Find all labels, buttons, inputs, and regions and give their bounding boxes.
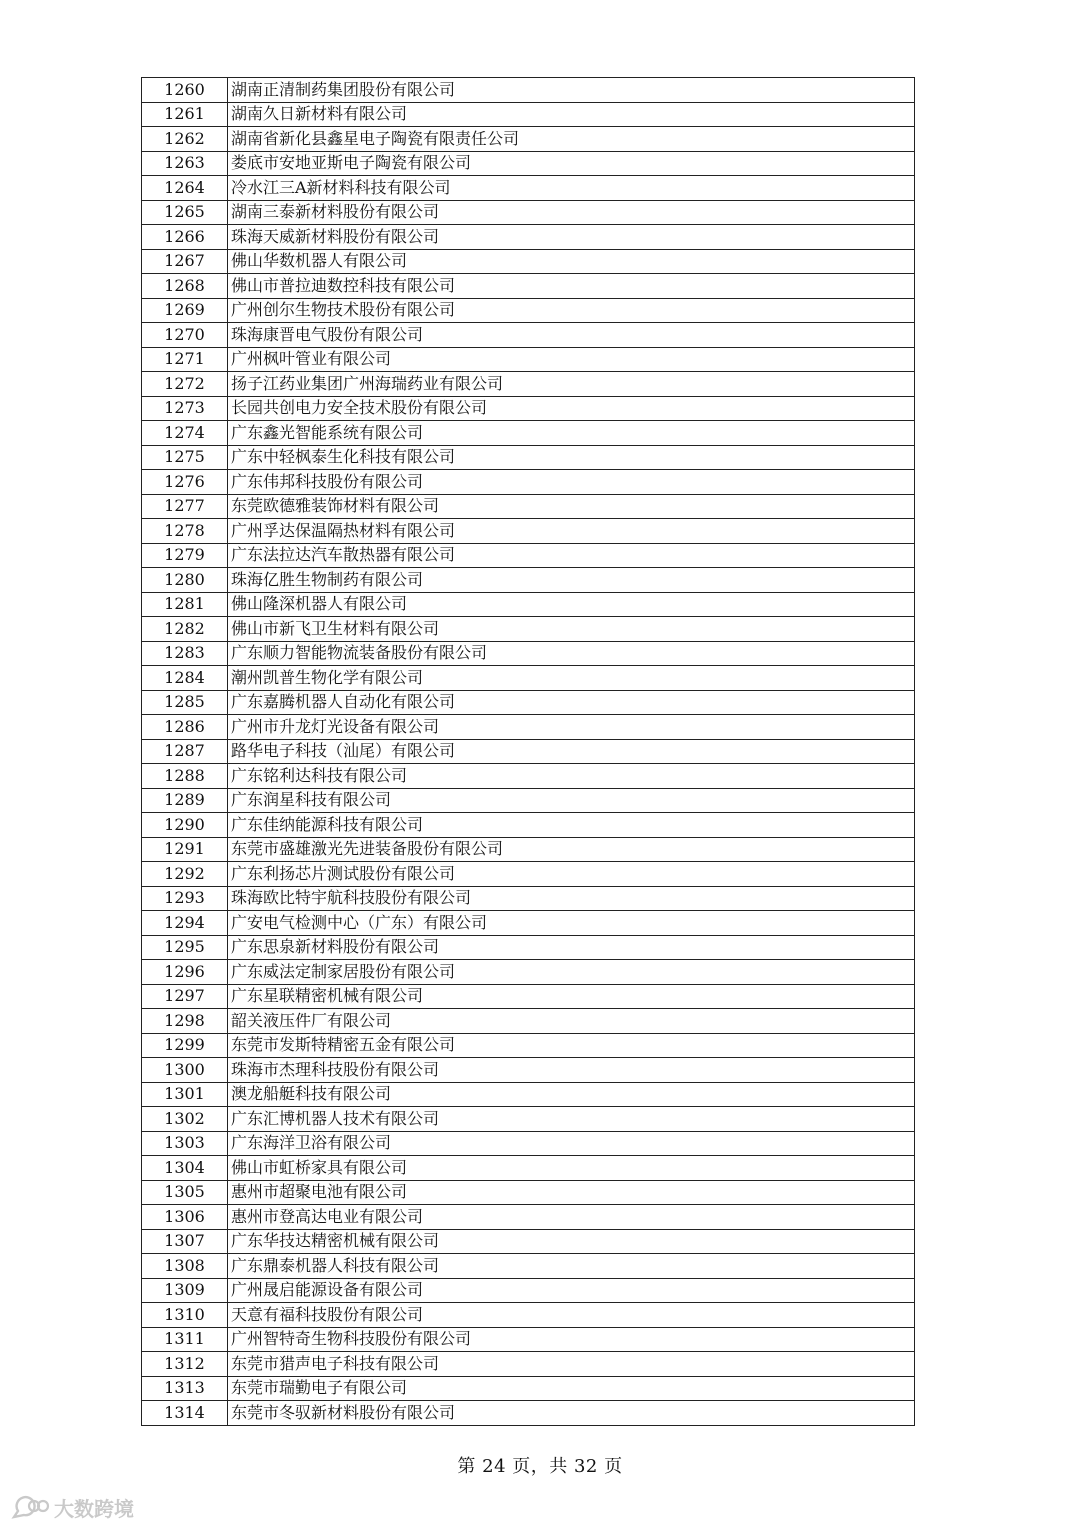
company-name: 东莞欧德雅装饰材料有限公司	[228, 494, 915, 519]
company-name: 湖南正清制药集团股份有限公司	[228, 78, 915, 103]
table-row	[142, 1107, 915, 1132]
row-number: 1265	[142, 200, 228, 225]
company-name: 路华电子科技（汕尾）有限公司	[228, 739, 915, 764]
company-name: 惠州市登高达电业有限公司	[228, 1205, 915, 1230]
row-number: 1308	[142, 1254, 228, 1279]
company-name: 广东中轻枫泰生化科技有限公司	[228, 445, 915, 470]
row-number: 1262	[142, 127, 228, 152]
row-number: 1312	[142, 1352, 228, 1377]
row-number: 1301	[142, 1082, 228, 1107]
company-name: 佛山市虹桥家具有限公司	[228, 1156, 915, 1181]
company-name: 珠海欧比特宇航科技股份有限公司	[228, 886, 915, 911]
table-row	[142, 935, 915, 960]
table-row	[142, 323, 915, 348]
watermark	[10, 1493, 134, 1522]
table-row	[142, 249, 915, 274]
row-number: 1267	[142, 249, 228, 274]
company-name: 佛山市普拉迪数控科技有限公司	[228, 274, 915, 299]
row-number: 1309	[142, 1278, 228, 1303]
row-number: 1282	[142, 617, 228, 642]
company-name: 东莞市猎声电子科技有限公司	[228, 1352, 915, 1377]
row-number: 1278	[142, 519, 228, 544]
row-number: 1302	[142, 1107, 228, 1132]
company-name: 广州枫叶管业有限公司	[228, 347, 915, 372]
table-row	[142, 1131, 915, 1156]
row-number: 1284	[142, 666, 228, 691]
watermark-text: 大数跨境	[54, 1497, 134, 1521]
page-number-footer: 第 24 页，共 32 页	[457, 1456, 623, 1477]
company-list-table	[141, 77, 915, 1426]
company-name: 广东鼎泰机器人科技有限公司	[228, 1254, 915, 1279]
table-row	[142, 1303, 915, 1328]
row-number: 1270	[142, 323, 228, 348]
row-number: 1297	[142, 984, 228, 1009]
row-number: 1310	[142, 1303, 228, 1328]
row-number: 1313	[142, 1376, 228, 1401]
company-name: 广州智特奇生物科技股份有限公司	[228, 1327, 915, 1352]
company-name: 东莞市冬驭新材料股份有限公司	[228, 1401, 915, 1426]
company-name: 广东润星科技有限公司	[228, 788, 915, 813]
row-number: 1279	[142, 543, 228, 568]
row-number: 1296	[142, 960, 228, 985]
company-name: 广州孚达保温隔热材料有限公司	[228, 519, 915, 544]
table-row	[142, 494, 915, 519]
company-name: 珠海天威新材料股份有限公司	[228, 225, 915, 250]
company-name: 佛山市新飞卫生材料有限公司	[228, 617, 915, 642]
row-number: 1275	[142, 445, 228, 470]
table-row	[142, 1278, 915, 1303]
company-name: 东莞市盛雄激光先进装备股份有限公司	[228, 837, 915, 862]
table-row	[142, 1082, 915, 1107]
table-row	[142, 1352, 915, 1377]
table-row	[142, 764, 915, 789]
table-row	[142, 1156, 915, 1181]
table-row	[142, 911, 915, 936]
table-row	[142, 519, 915, 544]
table-row	[142, 1033, 915, 1058]
row-number: 1303	[142, 1131, 228, 1156]
company-name: 广东伟邦科技股份有限公司	[228, 470, 915, 495]
row-number: 1269	[142, 298, 228, 323]
row-number: 1293	[142, 886, 228, 911]
company-name: 广东顺力智能物流装备股份有限公司	[228, 641, 915, 666]
row-number: 1281	[142, 592, 228, 617]
company-name: 佛山隆深机器人有限公司	[228, 592, 915, 617]
table-row	[142, 1376, 915, 1401]
company-name: 珠海市杰理科技股份有限公司	[228, 1058, 915, 1083]
table-row	[142, 984, 915, 1009]
table-row	[142, 1229, 915, 1254]
company-name: 长园共创电力安全技术股份有限公司	[228, 396, 915, 421]
company-name: 广东威法定制家居股份有限公司	[228, 960, 915, 985]
table-row	[142, 1009, 915, 1034]
company-name: 广州市升龙灯光设备有限公司	[228, 715, 915, 740]
company-name: 惠州市超聚电池有限公司	[228, 1180, 915, 1205]
table-row	[142, 274, 915, 299]
table-row	[142, 788, 915, 813]
company-name: 韶关液压件厂有限公司	[228, 1009, 915, 1034]
row-number: 1305	[142, 1180, 228, 1205]
table-row	[142, 568, 915, 593]
table-row	[142, 176, 915, 201]
company-name: 冷水江三A新材料科技有限公司	[228, 176, 915, 201]
table-row	[142, 470, 915, 495]
company-name: 珠海亿胜生物制药有限公司	[228, 568, 915, 593]
table-row	[142, 127, 915, 152]
company-name: 广东铭利达科技有限公司	[228, 764, 915, 789]
company-name: 广东海洋卫浴有限公司	[228, 1131, 915, 1156]
row-number: 1266	[142, 225, 228, 250]
row-number: 1298	[142, 1009, 228, 1034]
row-number: 1283	[142, 641, 228, 666]
row-number: 1277	[142, 494, 228, 519]
company-name: 广州晟启能源设备有限公司	[228, 1278, 915, 1303]
row-number: 1300	[142, 1058, 228, 1083]
row-number: 1291	[142, 837, 228, 862]
chat-bubble-logo-icon	[10, 1495, 50, 1521]
company-name: 天意有福科技股份有限公司	[228, 1303, 915, 1328]
company-name: 湖南三泰新材料股份有限公司	[228, 200, 915, 225]
row-number: 1294	[142, 911, 228, 936]
table-row	[142, 1254, 915, 1279]
row-number: 1274	[142, 421, 228, 446]
row-number: 1268	[142, 274, 228, 299]
table-row	[142, 151, 915, 176]
table-row	[142, 862, 915, 887]
row-number: 1264	[142, 176, 228, 201]
table-row	[142, 592, 915, 617]
company-name: 广东星联精密机械有限公司	[228, 984, 915, 1009]
table-row	[142, 200, 915, 225]
row-number: 1292	[142, 862, 228, 887]
table-row	[142, 543, 915, 568]
company-name: 广州创尔生物技术股份有限公司	[228, 298, 915, 323]
company-name: 广东利扬芯片测试股份有限公司	[228, 862, 915, 887]
row-number: 1280	[142, 568, 228, 593]
table-row	[142, 739, 915, 764]
company-name: 娄底市安地亚斯电子陶瓷有限公司	[228, 151, 915, 176]
table-row	[142, 298, 915, 323]
company-name: 东莞市瑞勤电子有限公司	[228, 1376, 915, 1401]
row-number: 1285	[142, 690, 228, 715]
table-row	[142, 1058, 915, 1083]
company-list-body	[142, 78, 915, 1426]
row-number: 1288	[142, 764, 228, 789]
company-name: 潮州凯普生物化学有限公司	[228, 666, 915, 691]
table-row	[142, 617, 915, 642]
company-name: 广东嘉腾机器人自动化有限公司	[228, 690, 915, 715]
table-row	[142, 372, 915, 397]
company-name: 广东汇博机器人技术有限公司	[228, 1107, 915, 1132]
row-number: 1272	[142, 372, 228, 397]
table-row	[142, 1401, 915, 1426]
row-number: 1290	[142, 813, 228, 838]
company-name: 广东思泉新材料股份有限公司	[228, 935, 915, 960]
company-name: 广安电气检测中心（广东）有限公司	[228, 911, 915, 936]
row-number: 1304	[142, 1156, 228, 1181]
company-name: 扬子江药业集团广州海瑞药业有限公司	[228, 372, 915, 397]
row-number: 1271	[142, 347, 228, 372]
table-row	[142, 78, 915, 103]
row-number: 1306	[142, 1205, 228, 1230]
table-row	[142, 396, 915, 421]
table-row	[142, 1180, 915, 1205]
row-number: 1263	[142, 151, 228, 176]
table-row	[142, 1205, 915, 1230]
table-row	[142, 813, 915, 838]
row-number: 1307	[142, 1229, 228, 1254]
row-number: 1287	[142, 739, 228, 764]
table-row	[142, 102, 915, 127]
company-name: 广东鑫光智能系统有限公司	[228, 421, 915, 446]
row-number: 1261	[142, 102, 228, 127]
table-row	[142, 1327, 915, 1352]
company-name: 广东法拉达汽车散热器有限公司	[228, 543, 915, 568]
company-name: 佛山华数机器人有限公司	[228, 249, 915, 274]
row-number: 1276	[142, 470, 228, 495]
table-row	[142, 690, 915, 715]
table-row	[142, 421, 915, 446]
company-name: 广东佳纳能源科技有限公司	[228, 813, 915, 838]
row-number: 1311	[142, 1327, 228, 1352]
table-row	[142, 347, 915, 372]
row-number: 1260	[142, 78, 228, 103]
table-row	[142, 837, 915, 862]
company-name: 广东华技达精密机械有限公司	[228, 1229, 915, 1254]
row-number: 1299	[142, 1033, 228, 1058]
row-number: 1314	[142, 1401, 228, 1426]
company-name: 东莞市发斯特精密五金有限公司	[228, 1033, 915, 1058]
company-name: 湖南久日新材料有限公司	[228, 102, 915, 127]
row-number: 1273	[142, 396, 228, 421]
table-row	[142, 886, 915, 911]
table-row	[142, 715, 915, 740]
row-number: 1286	[142, 715, 228, 740]
row-number: 1295	[142, 935, 228, 960]
table-row	[142, 445, 915, 470]
company-name: 珠海康晋电气股份有限公司	[228, 323, 915, 348]
table-row	[142, 641, 915, 666]
table-row	[142, 960, 915, 985]
table-row	[142, 666, 915, 691]
company-name: 湖南省新化县鑫星电子陶瓷有限责任公司	[228, 127, 915, 152]
company-name: 澳龙船艇科技有限公司	[228, 1082, 915, 1107]
row-number: 1289	[142, 788, 228, 813]
table-row	[142, 225, 915, 250]
